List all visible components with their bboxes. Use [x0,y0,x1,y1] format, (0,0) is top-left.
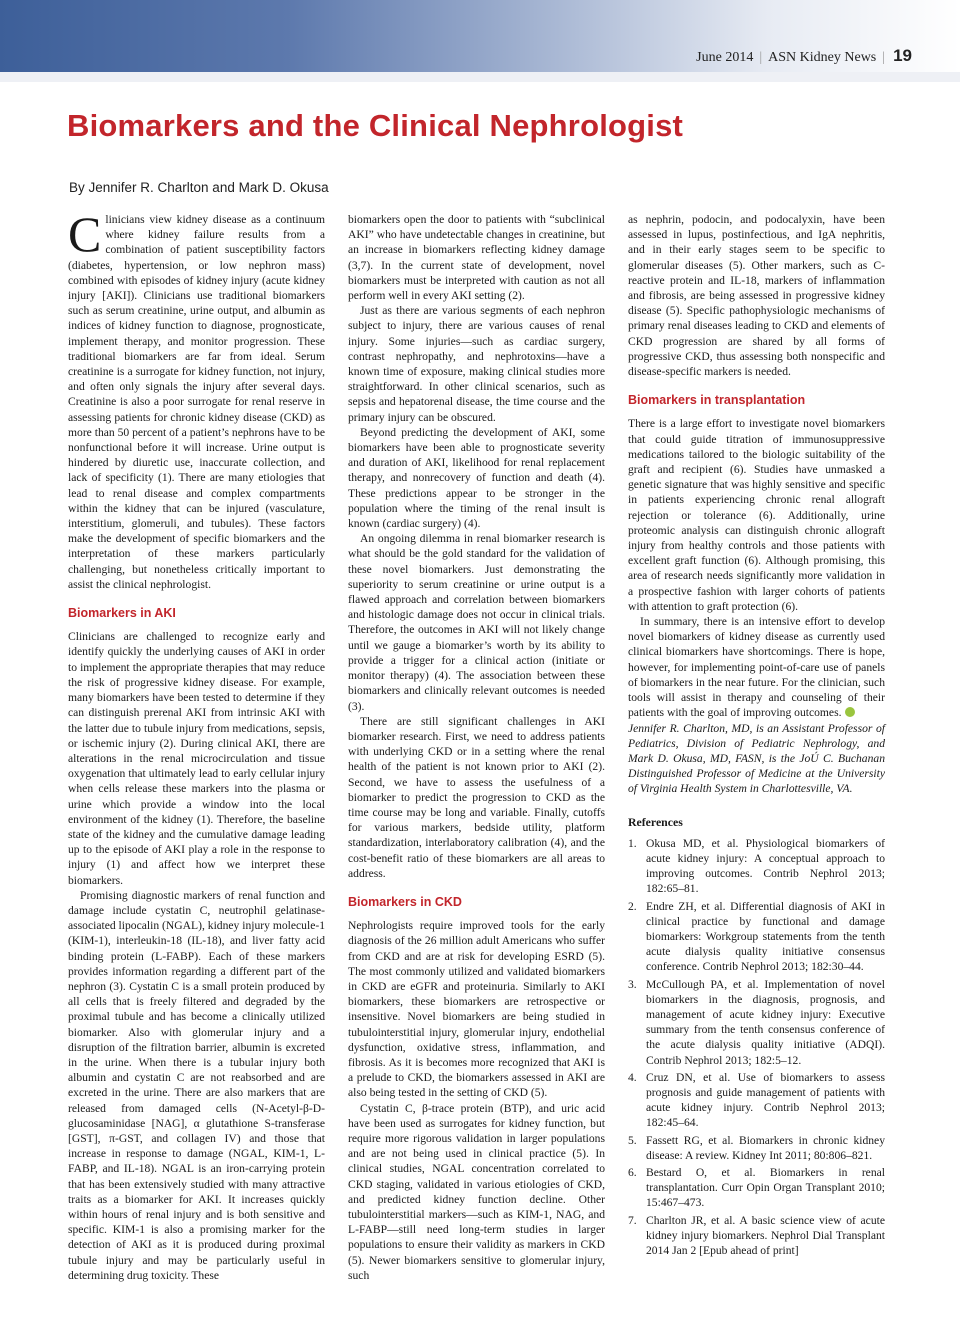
paragraph: Promising diagnostic markers of renal function and damage include cystatin C, neutrophil gelatinase-associated lipocalin (NGAL), kidney injury molecule-1 (KIM-1), interleukin-18 (IL-18), and liver fatty acid binding protein (L-FABP). Each of these markers provides information regarding a different part of the nephron (3). Cystatin C is a small protein produced by all cells that is freely filtered and degraded by the proximal tubule and has become a clinically utilized biomarker. Also with glomerular injury and a disruption of the filtration barrier, albumin is excreted in the urine. When there is a tubular injury both albumin and cystatin C are not reabsorbed and are excreted in the urine. There are also markers that are released from damaged cells (N-Acetyl-β-D-glucosaminidase [NAG], α glutathione S-transferase [GST], π-GST, and collagen IV) and those that increase in response to damage (NGAL, KIM-1, L-FABP, and IL-18). NGAL is an iron-carrying protein that has been extensively studied with many attractive traits as a biomarker for AKI. It increases quickly within hours of renal injury and is both sensitive and specific. KIM-1 is also a promising marker for the detection of AKI as it is produced during proximal tubule injury and may be particularly useful in determining drug toxicity. These [68,888,325,1282]
end-of-article-icon [845,707,855,717]
publication-name: ASN Kidney News [768,50,877,65]
paragraph: Nephrologists require improved tools for the early diagnosis of the 26 million adult Americans who suffer from CKD and are at risk for developing ESRD (5). The most commonly utilized and validated biomarkers in CKD are eGFR and proteinuria. Similarly to AKI biomarkers, these biomarkers are retrospective or insensitive. Novel biomarkers are being studied in tubulointerstitial injury, glomerular injury, endothelial dysfunction, oxidative stress, inflammation, and fibrosis. As it is becomes more recognized that AKI is a prelude to CKD, the biomarkers assessed in AKI are also being tested in the setting of CKD (5). [348,919,605,1100]
reference-item: 2. Endre ZH, et al. Differential diagnosis of AKI in clinical practice by functional and damage biomarkers: Workgroup statements from the tenth acute dialysis quality initiative consensus conference. Contrib Nephrol 2013; 182:30–44. [628,899,885,974]
reference-item: 5. Fassett RG, et al. Biomarkers in chronic kidney disease: A review. Kidney Int 2011; 80:806–821. [628,1133,885,1162]
drop-cap: C [68,206,102,262]
paragraph: There are still significant challenges in AKI biomarker research. First, we need to address patients with underlying CKD or in a setting where the renal health of the patient is not known prior to AKI (2). Second, we have to assess the usefulness of a biomarker to predict the progression to CKD as the time course may be long and variable. Finally, cutoffs for various markers, bedside utility, platform standardization, interlaboratory calibration (4), and the cost-benefit ratio of these biomarkers are all areas to address. [348,714,605,880]
paragraph: Cystatin C, β-trace protein (BTP), and uric acid have been used as surrogates for kidney function, but require more rigorous validation in larger populations and are not being used in clinical practice (5). In clinical studies, NGAL concentration correlated to CKD staging, validated in various etiologies of CKD, and predicted kidney function decline. Other tubulointerstitial markers—such as KIM-1, NAG, and L-FABP—still need long-term studies in larger populations to ensure their validity as markers in CKD (5). Newer biomarkers sensitive to glomerular injury, such [348,1101,605,1282]
issue-date: June 2014 [696,50,754,65]
paragraph: Just as there are various segments of each nephron subject to injury, there are various causes of renal injury. Some injuries—such as cardiac surgery, contrast nephropathy, and nephrotoxins—have a known time of exposure, making clinical studies more straightforward. In other clinical scenarios, such as sepsis and hepatorenal disease, the time course and the primary injury can be obscured. [348,304,605,424]
paragraph: There is a large effort to investigate novel biomarkers that could guide titration of immunosuppressive medications tailored to the biologic suitability of the graft and recipient (6). Studies have unmasked a genetic signature that was highly sensitive and specific in patients experiencing chronic renal allograft rejection or tolerance (6). Additionally, urine proteomic analysis can distinguish chronic allograft injury from healthy controls and those patients with excellent graft function (6). Although promising, this area of research needs significantly more validation in a prospective fashion with larger cohorts of patients with attention to graft protection (6). [628,417,885,613]
reference-item: 3. McCullough PA, et al. Implementation of novel biomarkers in the diagnosis, prognosis, and management of acute kidney injury: Executive summary from the tenth consensus conference of the acute dialysis quality initiative (ADQI). Contrib Nephrol 2013; 182:5–12. [628,977,885,1067]
column-2 [348,212,605,1283]
column-1 [68,206,325,1283]
paragraph: biomarkers open the door to patients with “subclinical AKI” who have undetectable changes in creatinine, but an increase in biomarkers reflecting kidney damage (3,7). In the current state of development, novel biomarkers must be interpreted with caution as not all perform well in every AKI setting (2). [348,213,605,303]
reference-item: 1. Okusa MD, et al. Physiological biomarkers of acute kidney injury: A conceptual approach to improving outcomes. Contrib Nephrol 2013; 182:65–81. [628,836,885,896]
references-heading: References [628,814,683,829]
article-title: Biomarkers and the Clinical Nephrologist [67,108,684,143]
header-rule [0,72,960,82]
byline: By Jennifer R. Charlton and Mark D. Okusa [69,180,329,195]
author-bio: Jennifer R. Charlton, MD, is an Assistant Professor of Pediatrics, Division of Pediatric Nephrology, and Mark D. Okusa, MD, FASN, is the JoÚ C. Buchanan Distinguished Professor of Medicine at the University of Virginia Health System in Charlottesville, VA. [628,721,885,796]
paragraph: Beyond predicting the development of AKI, some biomarkers have been able to prognosticate severity and duration of AKI, likelihood for renal replacement therapy, and nonrecovery of function and death (4). These predictions appear to be stronger in the population where the timing of the renal insult is known (cardiac surgery) (4). [348,425,605,531]
paragraph: Clinicians are challenged to recognize early and identify quickly the underlying causes of AKI in order to implement the appropriate therapies that may reduce the risk of progressive kidney disease. For example, many biomarkers have been tested to determine if they can distinguish prerenal AKI from intrinsic AKI with the latter due to tubule injury from medications, sepsis, or ischemic injury (2). During clinical AKI, there are alterations in the renal microcirculation and tissue oxygenation that ultimately lead to early cellular injury when cells release these markers into the plasma or urine which provide a window into the local environment of the kidney (1). Therefore, the baseline state of the kidney and the cumulative damage leading up to the episode of AKI play a role in the response to injury (1) and affect how we interpret these biomarkers. [68,630,325,887]
reference-item: 4. Cruz DN, et al. Use of biomarkers to assess prognosis and guide management of patients with acute kidney injury. Contrib Nephrol 2013; 182:45–64. [628,1070,885,1130]
section-heading-transplantation: Biomarkers in transplantation [628,393,806,408]
page-number: 19 [893,46,912,65]
references-list [628,836,885,1258]
paragraph: as nephrin, podocin, and podocalyxin, have been assessed in lupus, postinfectious, and IgA nephritis, and in their early stages seem to be specific to glomerular diseases (5). Other markers, such as C-reactive protein and IL-18, markers of inflammation and fibrosis, are being assessed in progressive kidney disease (5). Specific pathophysiologic mechanisms of primary renal diseases leading to CKD and elements of CKD progression are shared by all forms of progressive CKD, thus assessing both nonspecific and disease-specific markers is needed. [628,213,885,379]
running-header: June 2014 | ASN Kidney News | 19 [696,46,912,65]
section-heading-ckd: Biomarkers in CKD [348,894,462,909]
intro-paragraph: Clinicians view kidney disease as a continuum where kidney failure results from a combination of patient susceptibility factors (diabetes, hypertension, or low nephron mass) combined with episodes of kidney injury (acute kidney injury [AKI]). Clinicians use traditional biomarkers such as serum creatinine, urine output, and albumin as indices of kidney function to diagnose, prognosticate, implement therapy, and monitor progression. These traditional biomarkers are far from ideal. Serum creatinine is a surrogate for kidney function, not injury, and often only signals the injury after several days. Creatinine is also a poor surrogate for renal reserve in assessing patients for chronic kidney disease (CKD) as more than 50 percent of a patient’s nephrons have to be nonfunctional before it will increase. Urine output is hindered by diuretic use, inaccurate collection, and lack of specificity (1). There are many etiologies that lead to renal disease and complex compartments within the kidney that can be injured (vasculature, interstitium, glomeruli, and tubules). These factors make the development of specific biomarkers and the interpretation of these markers particularly challenging, but nonetheless critically important to assist the clinical nephrologist. [68,206,325,591]
section-heading-aki: Biomarkers in AKI [68,606,176,621]
reference-item: 6. Bestard O, et al. Biomarkers in renal transplantation. Curr Opin Organ Transplant 2010; 15:467–473. [628,1165,885,1210]
reference-item: 7. Charlton JR, et al. A basic science view of acute kidney injury biomarkers. Nephrol Dial Transplant 2014 Jan 2 [Epub ahead of print] [628,1213,885,1257]
column-3 [628,212,885,1260]
paragraph: An ongoing dilemma in renal biomarker research is what should be the gold standard for the validation of these novel biomarkers. Just demonstrating the superiority to serum creatinine or urine output is a flawed approach and correlation between biomarkers and histologic damage does not occur in clinical trials. Therefore, the outcomes in AKI will not likely change until we gauge a biomarker’s worth by its ability to provide a trigger for a clinical action (initiate or monitor therapy) (4). The association between these biomarkers and clinically relevant outcomes is needed (3). [348,532,605,713]
paragraph: In summary, there is an intensive effort to develop novel biomarkers of kidney disease as currently used clinical biomarkers have shortcomings. There is hope, however, for implementing point-of-care use of panels of biomarkers in the near future. For the clinician, such tools will assist in therapy and counseling of their patients with the goal of improving outcomes. [628,615,885,720]
